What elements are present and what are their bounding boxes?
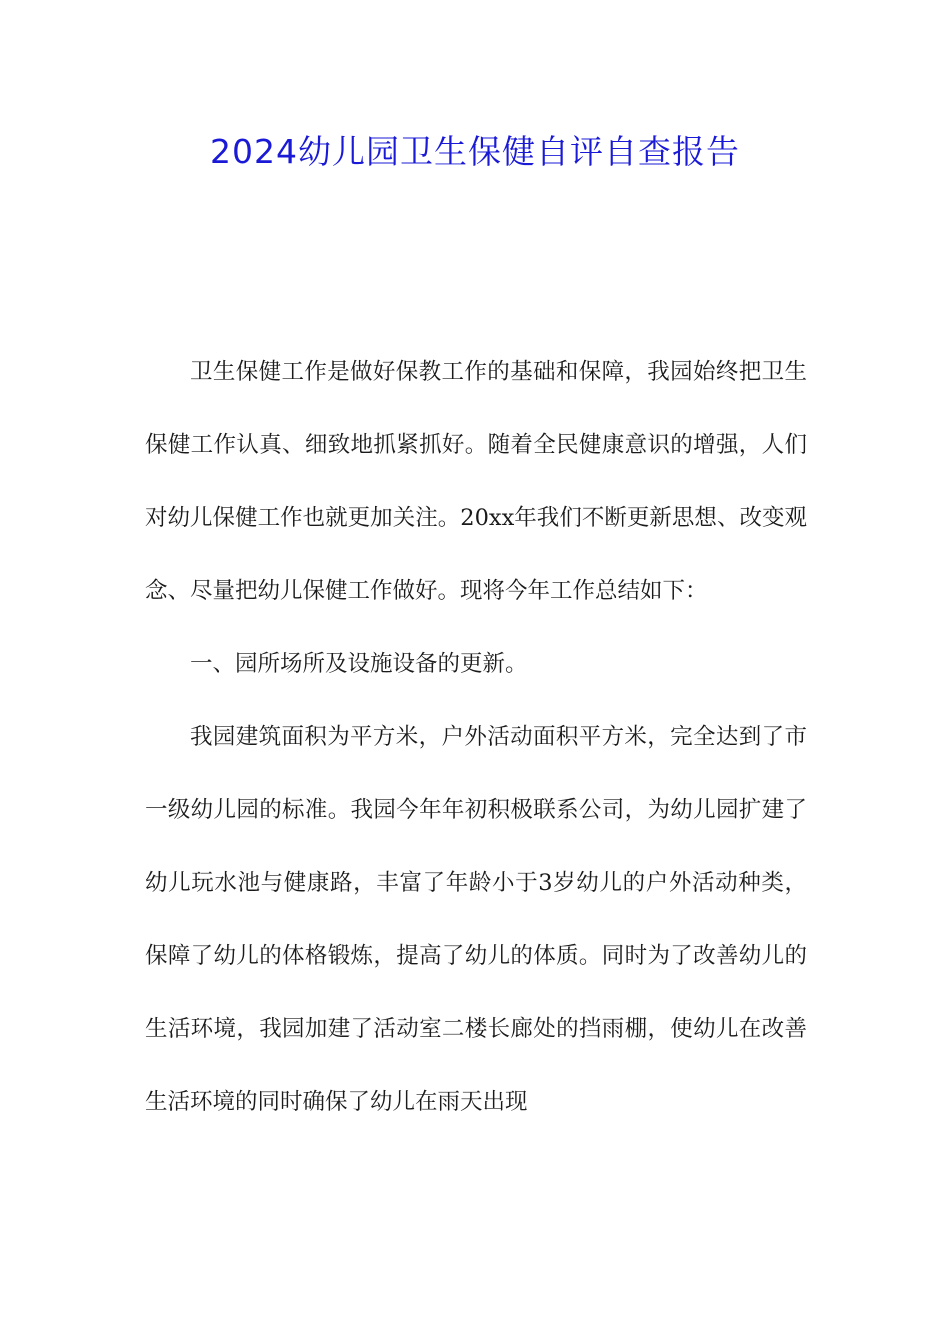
document-title: 2024幼儿园卫生保健自评自查报告: [210, 132, 740, 171]
paragraph-section-heading: 一、园所场所及设施设备的更新。: [190, 651, 528, 677]
document-body: [145, 336, 807, 1139]
paragraph-facilities: 我园建筑面积为平方米，户外活动面积平方米，完全达到了市一级幼儿园的标准。我园今年年初积极联系公司，为幼儿园扩建了幼儿玩水池与健康路，丰富了年龄小于3岁幼儿的户外活动种类，保障了幼儿的体格锻炼，提高了幼儿的体质。同时为了改善幼儿的生活环境，我园加建了活动室二楼长廊处的挡雨棚，使幼儿在改善生活环境的同时确保了幼儿在雨天出现: [145, 724, 807, 1115]
paragraph-intro: 卫生保健工作是做好保教工作的基础和保障，我园始终把卫生保健工作认真、细致地抓紧抓好。随着全民健康意识的增强，人们对幼儿保健工作也就更加关注。20xx年我们不断更新思想、改变观念、尽量把幼儿保健工作做好。现将今年工作总结如下：: [145, 359, 807, 604]
